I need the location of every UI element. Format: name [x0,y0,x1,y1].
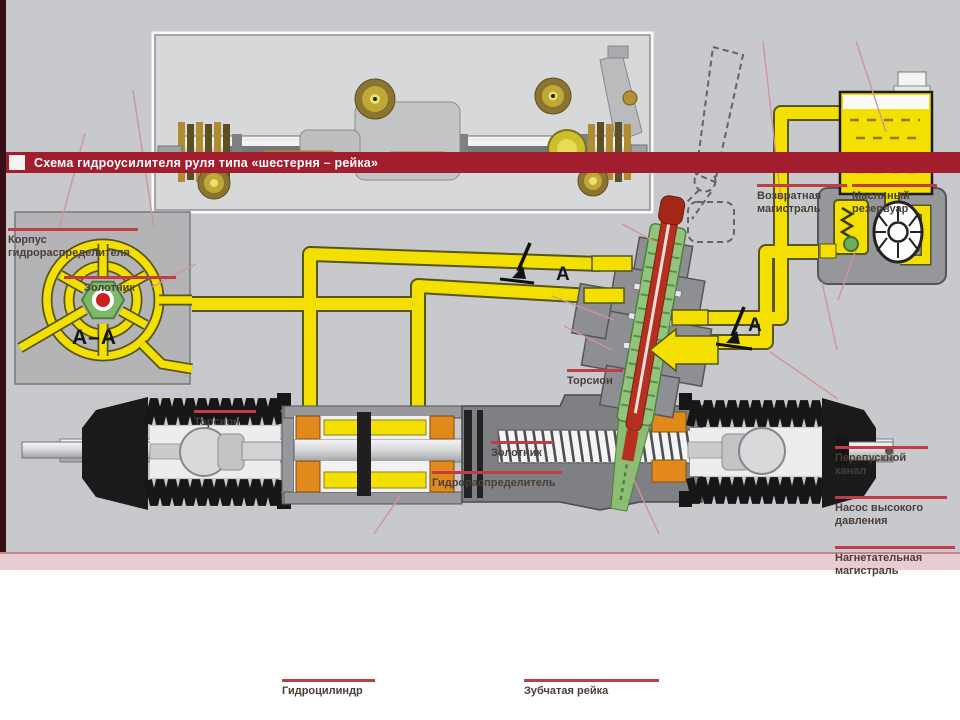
diagram-header [6,152,960,173]
label-valve-housing [8,228,148,260]
header-bullet-square [9,155,25,170]
label-underline [835,546,955,549]
label-text: Перепускной канал [835,452,907,477]
label-underline [567,369,623,372]
cut-marker-a-left: А [556,264,570,285]
cut-marker-a-right: А [748,315,762,336]
label-underline [835,446,928,449]
label-text: Торсион [194,416,240,428]
section-view-title: А–А [72,326,118,349]
label-reservoir [852,184,940,216]
label-underline [835,496,947,499]
label-text: Зубчатая рейка [524,685,609,697]
piston [357,412,371,496]
label-bypass-channel [835,446,930,478]
label-underline [757,184,847,187]
label-text: Корпус гидрораспределителя [8,234,130,259]
label-torsion-left [194,410,258,429]
label-torsion [567,369,625,388]
label-spool-left [64,276,176,295]
label-underline [282,679,375,682]
left-border-strip [0,0,6,555]
label-cylinder [282,679,382,698]
label-text: Возвратная магистраль [757,190,822,215]
label-spool [491,441,555,460]
label-distributor [432,471,567,490]
label-text: Золотник [491,447,542,459]
label-text: Золотник [84,282,135,294]
label-text: Насос высокого давления [835,502,924,527]
label-text: Гидроцилиндр [282,685,363,697]
label-text: Гидрораспределитель [432,477,556,489]
label-underline [524,679,659,682]
steering-rack-photo [153,33,652,212]
label-pressure-line [835,546,957,578]
label-rack [524,679,664,698]
label-pump [835,496,950,528]
label-text: Масляный резервуар [852,190,910,215]
label-underline [432,471,562,474]
rack-assembly [22,393,893,510]
label-underline [8,228,138,231]
label-underline [491,441,553,444]
label-return-line [757,184,852,216]
bottom-strip [0,553,960,570]
diagram-title: Схема гидроусилителя руля типа «шестерня – рейка» [34,155,379,170]
label-underline [194,410,256,413]
label-underline [64,276,176,279]
label-text: Торсион [567,375,613,387]
label-underline [852,184,937,187]
label-text: Нагнетательная магистраль [835,552,923,577]
